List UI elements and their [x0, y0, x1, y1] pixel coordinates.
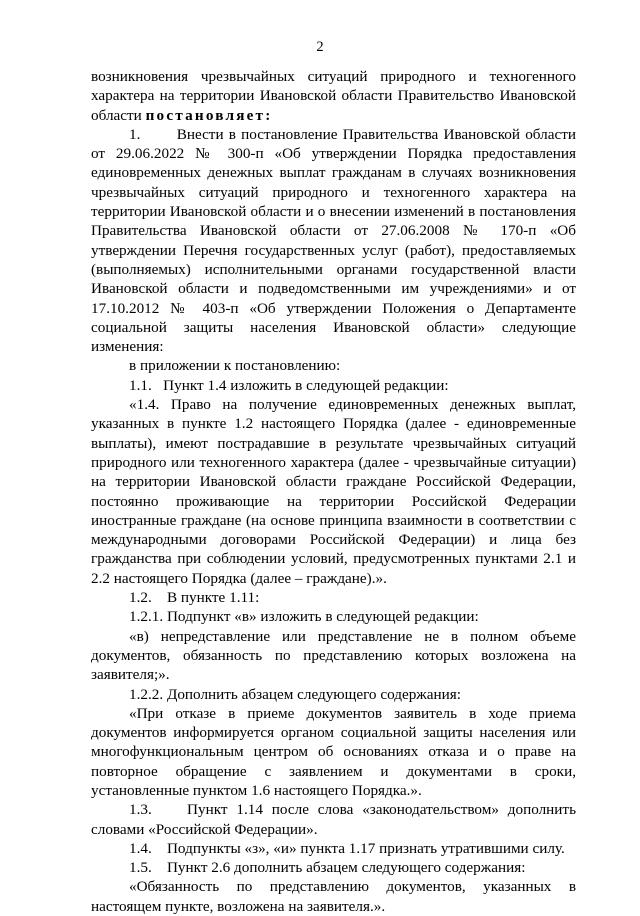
paragraph-in-appendix: в приложении к постановлению: [129, 357, 341, 375]
paragraph-item-1-2-2: 1.2.2. Дополнить абзацем следующего содержания: [129, 685, 461, 703]
paragraph-obligation-text: «Обязанность по представлению документов, указанных в настоящем пункте, возложена на заявителя.». [91, 878, 576, 915]
paragraph-subclause-v: «в) непредставление или представление не в полном объеме документов, обязанность по представлению которых возложена на заявителя;». [91, 627, 576, 684]
document-body [91, 67, 576, 916]
paragraph-item-1-2: 1.2. В пункте 1.11: [129, 589, 260, 607]
paragraph-item-1: 1. Внести в постановление Правительства Ивановской области от 29.06.2022 № 300-п «Об утверждении Порядка предоставления единовременных денежных выплат гражданам в случаях возникновения чрезвычайных ситуаций природного и техногенного характера на территории Ивановской области и о внесении изменений в постановления Правительства Ивановской области от 27.06.2008 № 170-п «Об утверждении Перечня государственных услуг (работ), предоставляемых (выполняемых) исполнительными органами государственной власти Ивановской области и подведомственными им учреждениями» и от 17.10.2012 № 403-п «Об утверждении Положения о Департаменте социальной защиты населения Ивановской области» следующие изменения: [91, 125, 576, 356]
paragraph-item-1-2-1: 1.2.1. Подпункт «в» изложить в следующей редакции: [129, 608, 479, 626]
paragraph-intro [91, 67, 576, 125]
resolves-word: постановляет: [145, 106, 273, 124]
page-number: 2 [316, 39, 324, 55]
paragraph-item-1-3: 1.3. Пункт 1.14 после слова «законодательством» дополнить словами «Российской Федерации». [91, 801, 576, 838]
paragraph-refusal-text: «При отказе в приеме документов заявитель в ходе приема документов информируется органом социальной защиты населения или многофункциональным центром об основаниях отказа и о праве на повторное обращение с заявлением и документами в сроки, установленные пунктом 1.6 настоящего Порядка.». [91, 704, 576, 799]
intro-text: возникновения чрезвычайных ситуаций природного и техногенного характера на территории Ивановской области Правительство Ивановской области [91, 68, 576, 124]
paragraph-item-1-4: 1.4. Подпункты «з», «и» пункта 1.17 признать утратившими силу. [129, 839, 565, 857]
paragraph-item-1-5: 1.5. Пункт 2.6 дополнить абзацем следующего содержания: [129, 859, 526, 877]
paragraph-item-1-1: 1.1. Пункт 1.4 изложить в следующей редакции: [129, 376, 449, 394]
paragraph-clause-1-4: «1.4. Право на получение единовременных денежных выплат, указанных в пункте 1.2 настоящего Порядка (далее - единовременные выплаты), имеют пострадавшие в результате чрезвычайных ситуаций природного или техногенного характера (далее - чрезвычайные ситуации) на территории Ивановской области граждане Российской Федерации, постоянно проживающие на территории Российской Федерации иностранные граждане (на основе принципа взаимности в соответствии с международными договорами Российской Федерации) и лица без гражданства при соблюдении условий, предусмотренных пунктами 2.1 и 2.2 настоящего Порядка (далее – граждане).». [91, 396, 576, 587]
